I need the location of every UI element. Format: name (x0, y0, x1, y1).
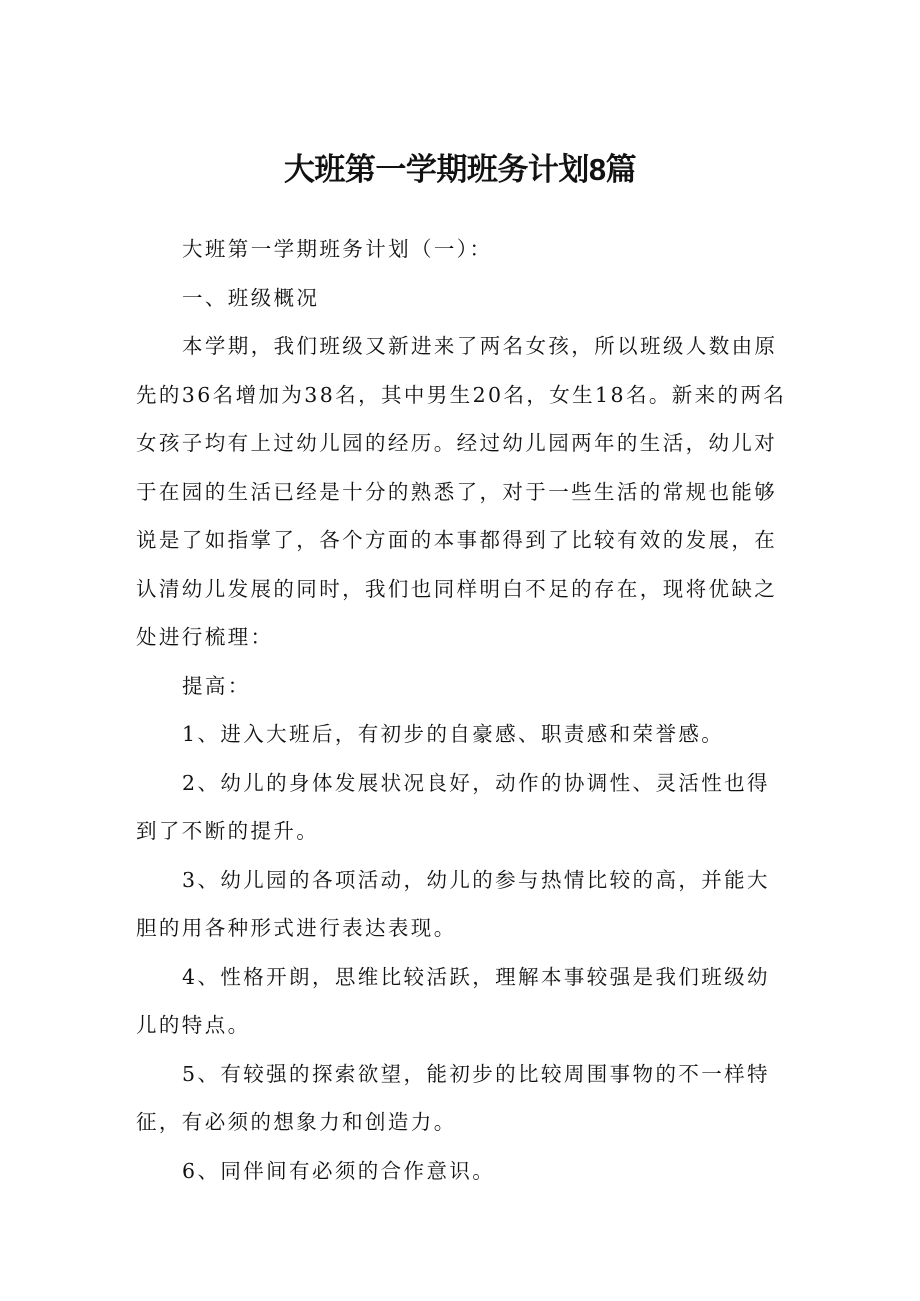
strengths-label: 提高： (182, 673, 251, 698)
list-item: 4、性格开朗，思维比较活跃，理解本事较强是我们班级幼儿的特点。 (136, 964, 770, 1037)
list-item: 3、幼儿园的各项活动，幼儿的参与热情比较的高，并能大胆的用各种形式进行表达表现。 (136, 867, 770, 940)
list-item: 6、同伴间有必须的合作意识。 (182, 1158, 496, 1183)
list-item: 2、幼儿的身体发展状况良好，动作的协调性、灵活性也得到了不断的提升。 (136, 770, 770, 843)
list-item: 5、有较强的探索欲望，能初步的比较周围事物的不一样特征，有必须的想象力和创造力。 (136, 1061, 770, 1134)
list-item: 1、进入大班后，有初步的自豪感、职责感和荣誉感。 (182, 722, 725, 746)
document-title: 大班第一学期班务计划8篇 (283, 152, 637, 187)
subsection-heading: 一、班级概况 (182, 285, 320, 310)
overview-paragraph: 本学期，我们班级又新进来了两名女孩，所以班级人数由原先的36名增加为38名，其中男生20名，女生18名。新来的两名女孩子均有上过幼儿园的经历。经过幼儿园两年的生活，幼儿对于在园的生活已经是十分的熟悉了，对于一些生活的常规也能够说是了如指掌了，各个方面的本事都得到了比较有效的发展，在认清幼儿发展的同时，我们也同样明白不足的存在，现将优缺之处进行梳理： (136, 334, 787, 649)
section-heading: 大班第一学期班务计划（一）： (182, 237, 493, 261)
document-body (136, 225, 792, 1195)
